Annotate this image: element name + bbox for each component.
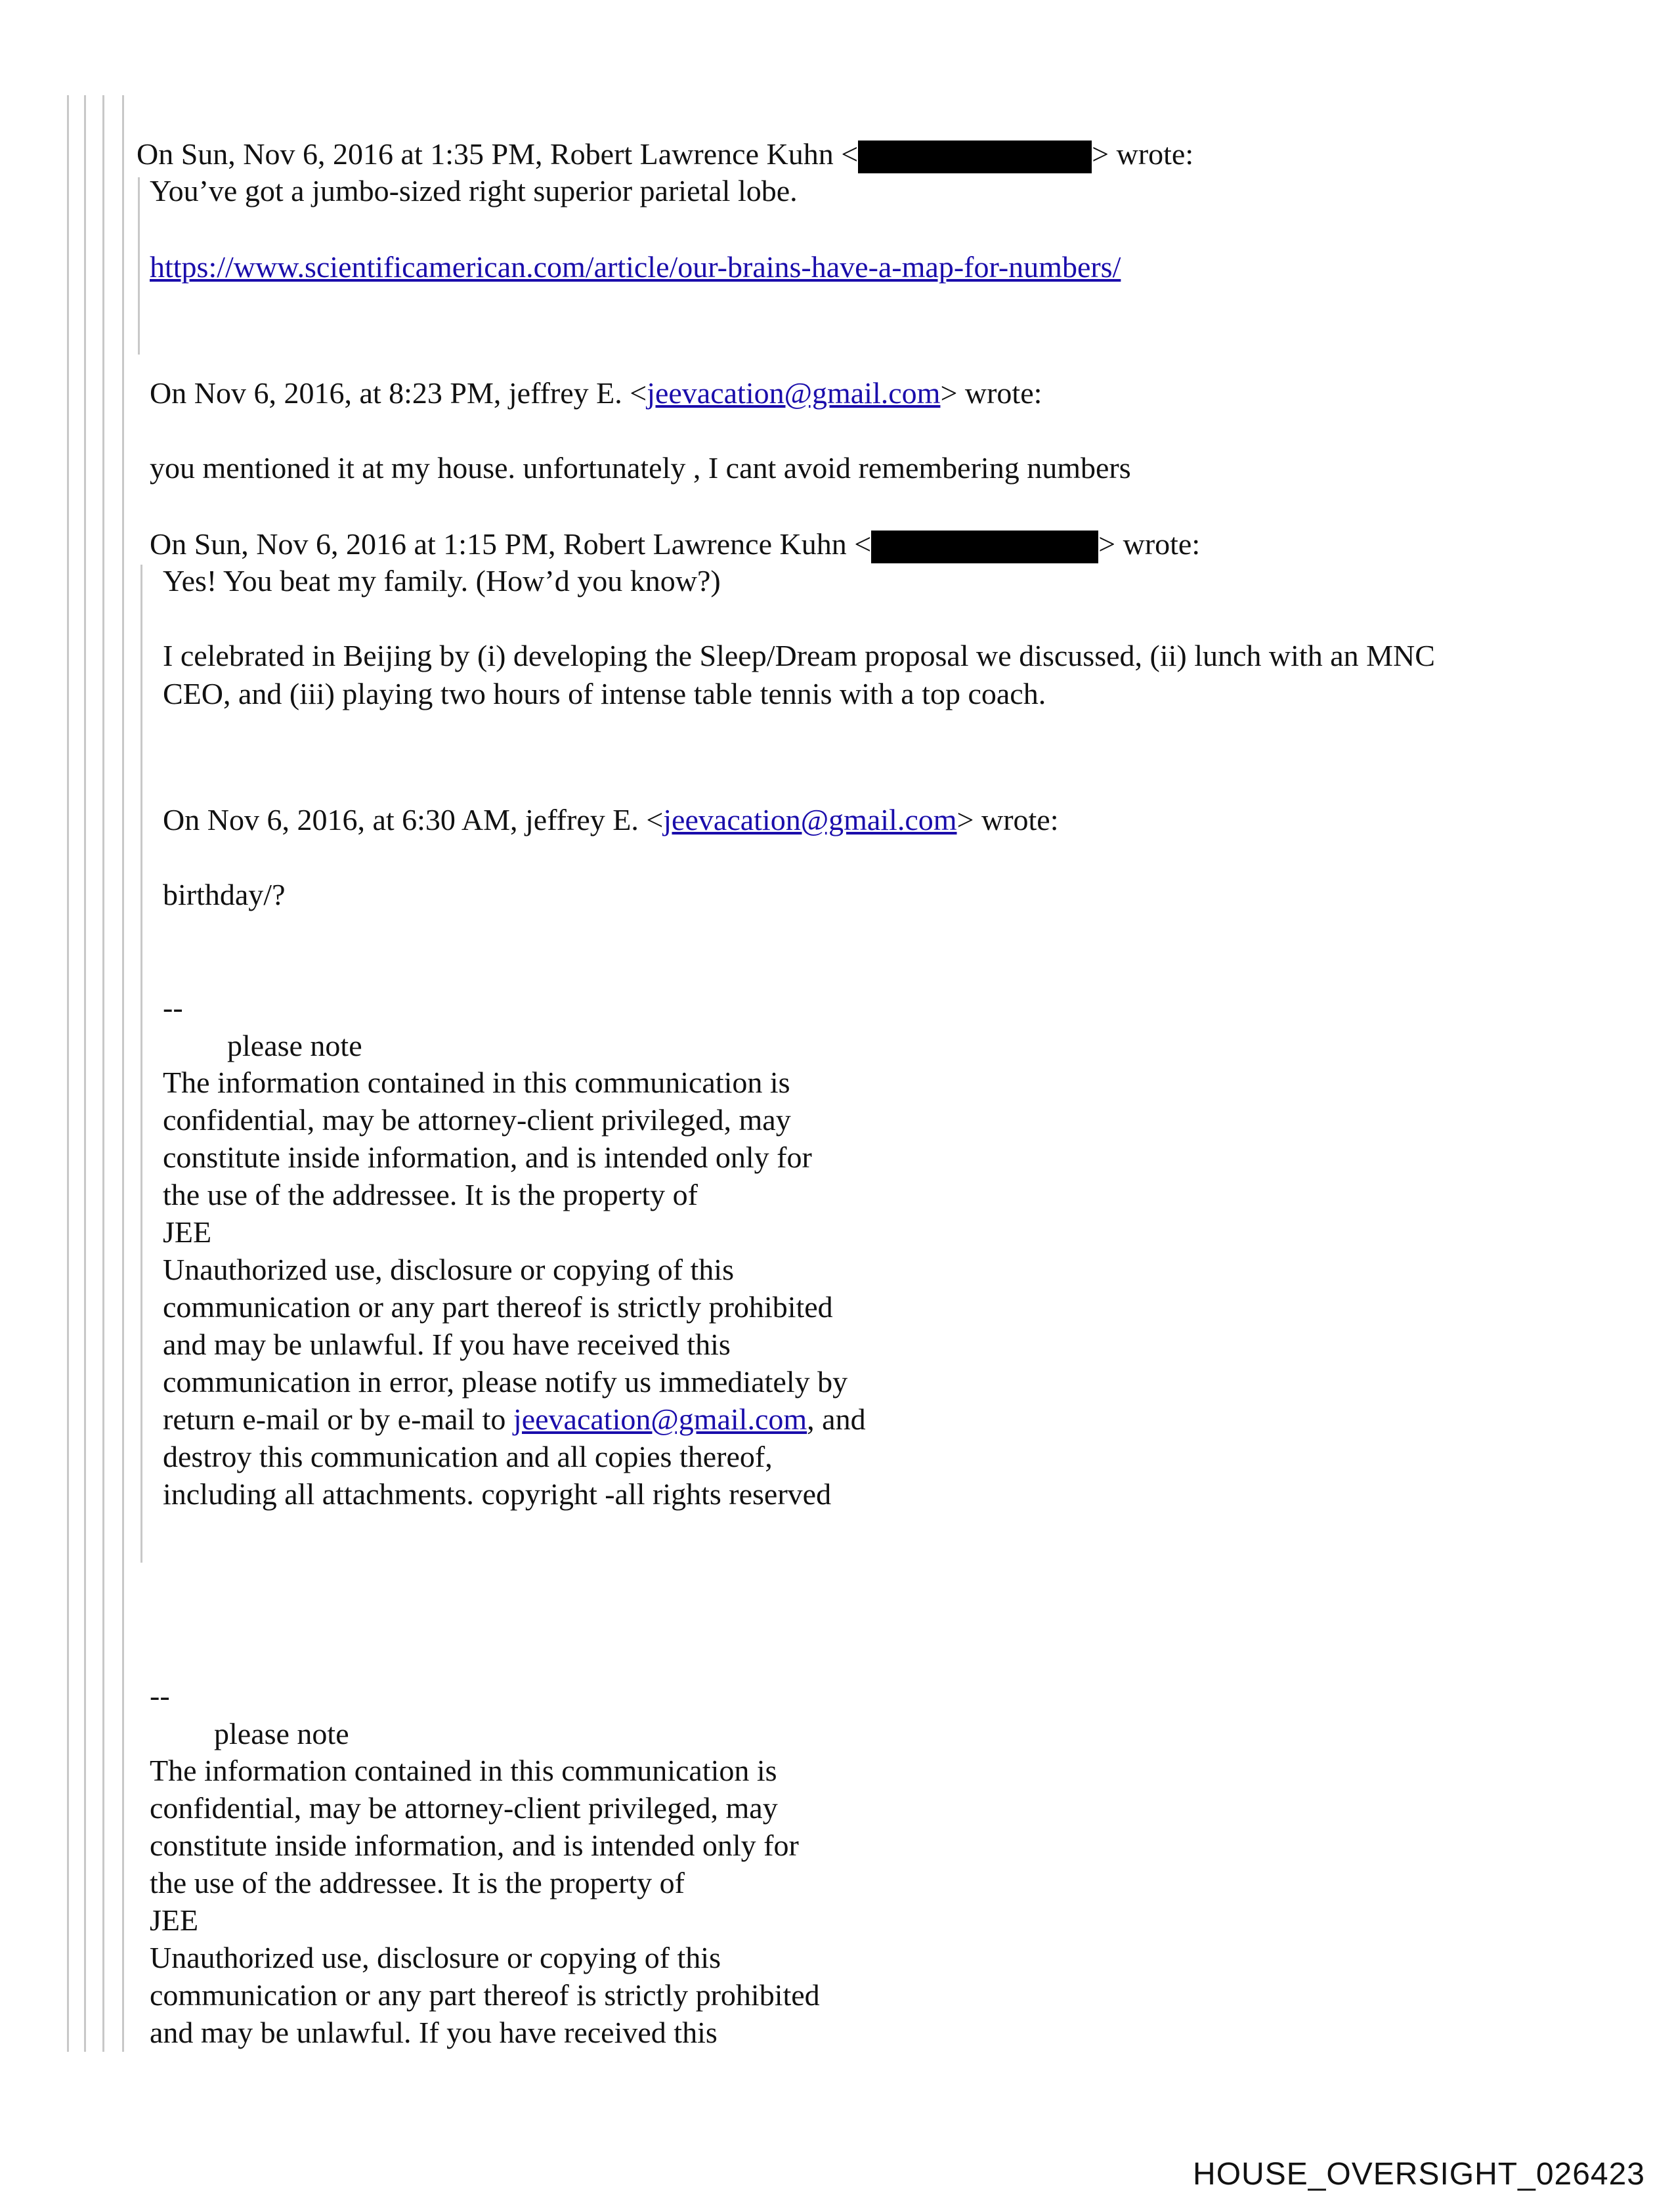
disclaimer-line xyxy=(163,1400,866,1439)
disclaimer-line: confidential, may be attorney-client privileged, may xyxy=(163,1103,791,1137)
bates-number: HOUSE_OVERSIGHT_026423 xyxy=(1193,2157,1645,2192)
signature-note: please note xyxy=(227,1029,362,1062)
quote-bar xyxy=(122,95,124,2052)
disclaimer-line: JEE xyxy=(150,1903,199,1937)
disclaimer-text: , and xyxy=(807,1402,866,1436)
header-text: On Sun, Nov 6, 2016 at 1:15 PM, Robert Lawrence Kuhn < xyxy=(150,527,872,561)
header-text: > wrote: xyxy=(956,803,1059,836)
message-header xyxy=(150,525,1200,563)
quote-bar xyxy=(67,95,69,2052)
disclaimer-line: confidential, may be attorney-client privileged, may xyxy=(150,1791,778,1825)
redacted-email xyxy=(871,531,1098,563)
message-header xyxy=(163,801,1059,839)
message-body: You’ve got a jumbo-sized right superior parietal lobe. xyxy=(150,174,798,207)
message-header xyxy=(150,374,1042,412)
disclaimer-line: The information contained in this communication is xyxy=(150,1754,777,1787)
email-link[interactable]: jeevacation@gmail.com xyxy=(513,1402,807,1436)
disclaimer-line: The information contained in this communication is xyxy=(163,1066,790,1099)
email-link[interactable]: jeevacation@gmail.com xyxy=(647,376,941,410)
disclaimer-line: communication or any part thereof is strictly prohibited xyxy=(150,1978,820,2012)
message-body: you mentioned it at my house. unfortunately , I cant avoid remembering numbers xyxy=(150,451,1131,485)
disclaimer-line: constitute inside information, and is intended only for xyxy=(163,1140,812,1174)
disclaimer-line: the use of the addressee. It is the property of xyxy=(163,1178,698,1211)
disclaimer-line: and may be unlawful. If you have received this xyxy=(163,1328,731,1361)
quote-bar xyxy=(140,565,142,1563)
disclaimer-line: the use of the addressee. It is the property of xyxy=(150,1866,685,1899)
quote-bar xyxy=(138,177,140,355)
disclaimer-line: communication in error, please notify us immediately by xyxy=(163,1365,848,1399)
email-link[interactable]: jeevacation@gmail.com xyxy=(663,803,957,836)
message-body: I celebrated in Beijing by (i) developing the Sleep/Dream proposal we discussed, (ii) lunch with an MNC xyxy=(163,639,1435,672)
header-text: On Nov 6, 2016, at 6:30 AM, jeffrey E. < xyxy=(163,803,664,836)
header-text: On Nov 6, 2016, at 8:23 PM, jeffrey E. < xyxy=(150,376,647,410)
disclaimer-text: return e-mail or by e-mail to xyxy=(163,1402,513,1436)
header-text: > wrote: xyxy=(1098,527,1201,561)
message-body: birthday/? xyxy=(163,878,286,911)
message-header xyxy=(137,135,1193,173)
signature-dash: -- xyxy=(150,1679,170,1712)
signature-note: please note xyxy=(214,1717,349,1750)
disclaimer-line: destroy this communication and all copies thereof, xyxy=(163,1440,773,1473)
message-body: CEO, and (iii) playing two hours of intense table tennis with a top coach. xyxy=(163,677,1046,710)
disclaimer-line: constitute inside information, and is intended only for xyxy=(150,1829,799,1862)
header-text: > wrote: xyxy=(940,376,1042,410)
disclaimer-line: JEE xyxy=(163,1215,212,1249)
disclaimer-line: Unauthorized use, disclosure or copying of this xyxy=(163,1253,734,1286)
disclaimer-line: communication or any part thereof is strictly prohibited xyxy=(163,1290,833,1324)
header-text: On Sun, Nov 6, 2016 at 1:35 PM, Robert Lawrence Kuhn < xyxy=(137,137,859,171)
disclaimer-line: Unauthorized use, disclosure or copying of this xyxy=(150,1941,721,1974)
redacted-email xyxy=(858,141,1092,173)
header-text: > wrote: xyxy=(1092,137,1194,171)
disclaimer-line: including all attachments. copyright -all rights reserved xyxy=(163,1477,832,1511)
quote-bar xyxy=(84,95,86,2052)
message-body: Yes! You beat my family. (How’d you know?) xyxy=(163,564,721,597)
quote-bar xyxy=(102,95,104,2052)
signature-dash: -- xyxy=(163,991,183,1024)
disclaimer-line: and may be unlawful. If you have received this xyxy=(150,2016,718,2049)
article-link[interactable]: https://www.scientificamerican.com/article/our-brains-have-a-map-for-numbers/ xyxy=(150,250,1121,284)
